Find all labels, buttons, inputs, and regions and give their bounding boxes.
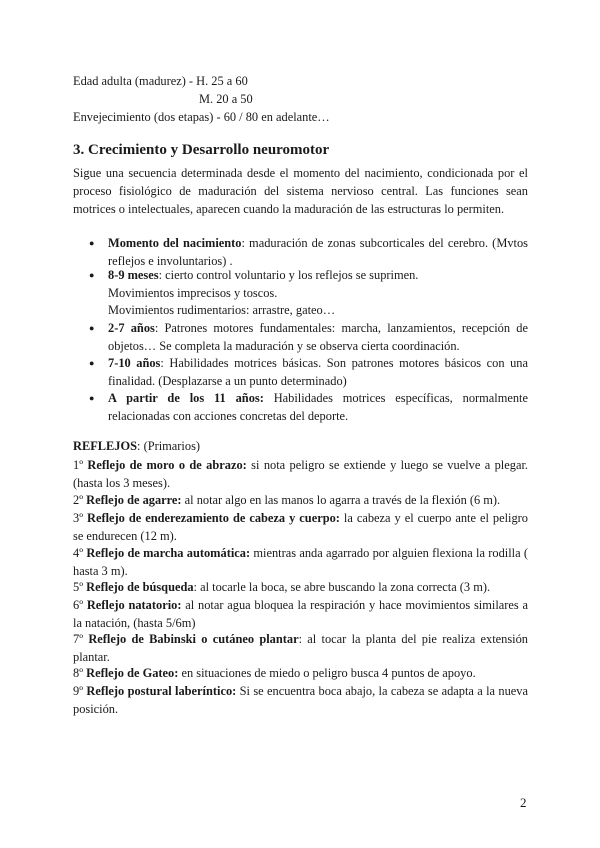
- reflex-text: si nota peligro se extiende y luego se vuelve a plegar. (hasta los 3 meses).: [73, 458, 528, 490]
- reflex-term: Reflejo de agarre:: [83, 493, 182, 507]
- bullet-term: 7-10 años: [108, 356, 161, 370]
- reflex-text: mientras anda agarrado por alguien flexiona la rodilla ( hasta 3 m).: [73, 546, 528, 578]
- reflex-item: [73, 682, 528, 718]
- reflex-number: 6º: [73, 598, 84, 612]
- reflex-item: [73, 456, 528, 492]
- bullet-term: 8-9 meses: [108, 268, 159, 282]
- reflex-number: 4º: [73, 546, 84, 560]
- bullet-dot: ●: [89, 238, 95, 248]
- reflex-term: Reflejo de enderezamiento de cabeza y cuerpo:: [83, 511, 340, 525]
- reflex-text: la cabeza y el cuerpo ante el peligro se endurecen (12 m).: [73, 511, 528, 543]
- section-title: 3. Crecimiento y Desarrollo neuromotor: [73, 142, 330, 158]
- reflex-text: Si se encuentra boca abajo, la cabeza se adapta a la nueva posición.: [73, 684, 528, 716]
- reflex-number: 7º: [73, 632, 84, 646]
- bullet-text: : Patrones motores fundamentales: marcha, lanzamientos, recepción de objetos… Se completa la maduración y se observa cierta coordinación.: [108, 321, 528, 353]
- section-intro: Sigue una secuencia determinada desde el momento del nacimiento, condicionada por el proceso fisiológico de maduración del sistema nervioso central. Las funciones sean motrices o intelectuales, aparecen cuando la maduración de las estructuras lo permiten.: [73, 166, 528, 216]
- reflex-item: [73, 664, 528, 682]
- bullet-item-birth: [108, 234, 528, 270]
- reflex-text: en situaciones de miedo o peligro busca 4 puntos de apoyo.: [178, 666, 476, 680]
- bullet-dot: ●: [89, 323, 95, 333]
- page-number: 2: [520, 795, 527, 810]
- adult-age-women-line: M. 20 a 50: [199, 92, 253, 106]
- bullet-item-from-11-years: [108, 389, 528, 425]
- bullet-item-2-7-years: [108, 319, 528, 355]
- bullet-text: Habilidades motrices específicas, normalmente relacionadas con acciones concretas del deporte.: [108, 391, 528, 423]
- reflex-item: [73, 491, 528, 509]
- reflex-number: 9º: [73, 684, 84, 698]
- reflex-term: Reflejo de marcha automática:: [83, 546, 251, 560]
- aging-line: Envejecimiento (dos etapas) - 60 / 80 en adelante…: [73, 110, 330, 124]
- bullet-term: 2-7 años: [108, 321, 155, 335]
- reflex-number: 2º: [73, 493, 84, 507]
- bullet-extra-line: Movimientos rudimentarios: arrastre, gateo…: [108, 303, 336, 317]
- reflex-number: 3º: [73, 511, 84, 525]
- reflex-term: Reflejo postural laberíntico:: [83, 684, 237, 698]
- reflex-item: [73, 578, 528, 596]
- reflex-item: [73, 596, 528, 632]
- bullet-item-7-10-years: [108, 354, 528, 390]
- reflex-number: 5º: [73, 580, 84, 594]
- reflex-text: : al tocar la planta del pie realiza extensión plantar.: [73, 632, 529, 664]
- bullet-dot: ●: [89, 358, 95, 368]
- bullet-term: Momento del nacimiento: [108, 236, 242, 250]
- reflex-item: [73, 509, 528, 545]
- bullet-dot: ●: [89, 393, 95, 403]
- bullet-term: A partir de los 11 años:: [108, 391, 264, 405]
- adult-age-line: Edad adulta (madurez) - H. 25 a 60: [73, 74, 248, 88]
- reflex-term: Reflejo de Gateo:: [83, 666, 179, 680]
- bullet-text: : cierto control voluntario y los reflejos se suprimen.: [158, 268, 419, 282]
- reflex-text: al notar agua bloquea la respiración y hace movimientos similares a la natación, (hasta 5/6m): [73, 598, 529, 630]
- reflex-term: Reflejo natatorio:: [83, 598, 182, 612]
- bullet-extra-line: Movimientos imprecisos y toscos.: [108, 286, 278, 300]
- reflexes-heading-suffix: : (Primarios): [137, 439, 201, 453]
- reflexes-heading: [73, 438, 200, 454]
- bullet-dot: ●: [89, 270, 95, 280]
- reflex-term: Reflejo de Babinski o cutáneo plantar: [83, 632, 299, 646]
- bullet-text: : maduración de zonas subcorticales del cerebro. (Mvtos reflejos e involuntarios) .: [108, 236, 528, 268]
- reflex-number: 8º: [73, 666, 84, 680]
- reflex-item: [73, 630, 528, 666]
- reflex-text: : al tocarle la boca, se abre buscando la zona correcta (3 m).: [193, 580, 491, 594]
- reflex-item: [73, 544, 528, 580]
- reflex-term: Reflejo de búsqueda: [83, 580, 194, 594]
- bullet-text: : Habilidades motrices básicas. Son patrones motores básicos con una finalidad. (Desplazarse a un punto determinado): [108, 356, 528, 388]
- reflex-number: 1º: [73, 458, 84, 472]
- reflex-term: Reflejo de moro o de abrazo:: [83, 458, 247, 472]
- reflex-text: al notar algo en las manos lo agarra a través de la flexión (6 m).: [181, 493, 501, 507]
- reflexes-heading-title: REFLEJOS: [73, 439, 138, 453]
- bullet-item-8-9-months: [108, 266, 528, 284]
